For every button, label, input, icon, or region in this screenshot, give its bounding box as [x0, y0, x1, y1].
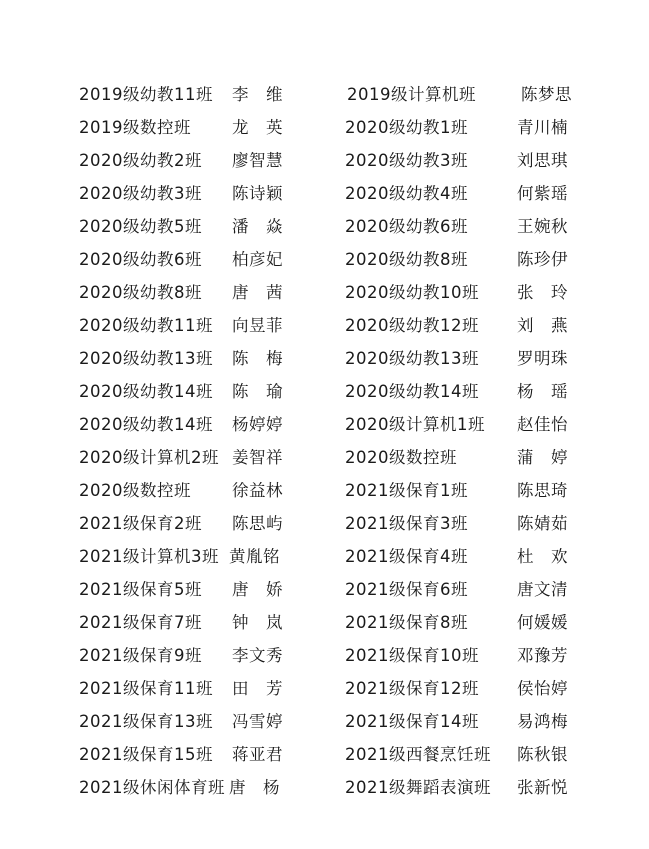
student-name: 陈思屿 — [232, 514, 283, 533]
student-name: 陈珍伊 — [517, 250, 568, 269]
list-row — [0, 540, 649, 573]
class-name: 2021级休闲体育班 — [79, 778, 225, 797]
student-name: 杨 瑶 — [517, 382, 568, 401]
list-row — [0, 474, 649, 507]
class-name: 2021级西餐烹饪班 — [345, 745, 491, 764]
student-name: 冯雪婷 — [232, 712, 283, 731]
student-name: 蒲 婷 — [517, 448, 568, 467]
student-name: 徐益林 — [232, 481, 283, 500]
class-name: 2020级计算机1班 — [345, 415, 485, 434]
class-name: 2020级幼教13班 — [79, 349, 213, 368]
class-name: 2020级幼教5班 — [79, 217, 202, 236]
list-row — [0, 309, 649, 342]
student-name: 唐 杨 — [229, 778, 280, 797]
student-name: 青川楠 — [517, 118, 568, 137]
class-name: 2021级保育7班 — [79, 613, 202, 632]
list-row — [0, 639, 649, 672]
class-name: 2020级数控班 — [79, 481, 191, 500]
class-name: 2020级幼教1班 — [345, 118, 468, 137]
class-name: 2019级幼教11班 — [79, 85, 213, 104]
student-name: 杨婷婷 — [232, 415, 283, 434]
student-name: 何媛媛 — [517, 613, 568, 632]
student-name: 向昱菲 — [232, 316, 283, 335]
student-name: 李 维 — [232, 85, 283, 104]
list-row — [0, 243, 649, 276]
list-row — [0, 78, 649, 111]
class-name: 2020级计算机2班 — [79, 448, 219, 467]
student-name: 邓豫芳 — [517, 646, 568, 665]
list-row — [0, 210, 649, 243]
student-name: 陈 瑜 — [232, 382, 283, 401]
list-row — [0, 672, 649, 705]
class-name: 2020级幼教6班 — [79, 250, 202, 269]
list-row — [0, 738, 649, 771]
class-name: 2020级幼教14班 — [79, 382, 213, 401]
student-name: 罗明珠 — [517, 349, 568, 368]
class-name: 2020级幼教8班 — [345, 250, 468, 269]
list-row — [0, 177, 649, 210]
class-name: 2021级计算机3班 — [79, 547, 219, 566]
class-name: 2020级幼教4班 — [345, 184, 468, 203]
class-name: 2021级保育5班 — [79, 580, 202, 599]
student-name: 陈诗颖 — [232, 184, 283, 203]
class-name: 2019级计算机班 — [347, 85, 476, 104]
student-name: 王婉秋 — [517, 217, 568, 236]
student-name: 侯怡婷 — [517, 679, 568, 698]
student-name: 何紫瑶 — [517, 184, 568, 203]
class-name: 2020级幼教3班 — [345, 151, 468, 170]
list-row — [0, 375, 649, 408]
class-name: 2020级幼教11班 — [79, 316, 213, 335]
student-name: 易鸿梅 — [517, 712, 568, 731]
class-name: 2021级保育6班 — [345, 580, 468, 599]
class-name: 2020级幼教14班 — [79, 415, 213, 434]
class-name: 2020级幼教2班 — [79, 151, 202, 170]
student-name: 刘 燕 — [517, 316, 568, 335]
list-row — [0, 507, 649, 540]
student-name: 杜 欢 — [517, 547, 568, 566]
student-name: 赵佳怡 — [517, 415, 568, 434]
class-name: 2021级保育4班 — [345, 547, 468, 566]
student-name: 龙 英 — [232, 118, 283, 137]
list-row — [0, 771, 649, 804]
student-name: 姜智祥 — [232, 448, 283, 467]
student-name: 唐 娇 — [232, 580, 283, 599]
student-name: 蒋亚君 — [232, 745, 283, 764]
student-name: 刘思琪 — [517, 151, 568, 170]
student-name: 李文秀 — [232, 646, 283, 665]
class-name: 2020级幼教8班 — [79, 283, 202, 302]
class-name: 2021级舞蹈表演班 — [345, 778, 491, 797]
class-name: 2021级保育8班 — [345, 613, 468, 632]
list-row — [0, 606, 649, 639]
class-name: 2020级幼教14班 — [345, 382, 479, 401]
student-name: 张 玲 — [517, 283, 568, 302]
class-name: 2021级保育11班 — [79, 679, 213, 698]
student-name: 柏彦妃 — [232, 250, 283, 269]
student-name: 钟 岚 — [232, 613, 283, 632]
class-name: 2020级幼教3班 — [79, 184, 202, 203]
student-name: 潘 焱 — [232, 217, 283, 236]
student-name: 陈秋银 — [517, 745, 568, 764]
list-row — [0, 144, 649, 177]
student-name: 唐文清 — [517, 580, 568, 599]
student-name: 黄胤铭 — [229, 547, 280, 566]
student-name: 陈思琦 — [517, 481, 568, 500]
class-name: 2021级保育12班 — [345, 679, 479, 698]
student-name: 张新悦 — [517, 778, 568, 797]
class-name: 2019级数控班 — [79, 118, 191, 137]
list-row — [0, 573, 649, 606]
class-name: 2021级保育13班 — [79, 712, 213, 731]
class-name: 2020级幼教6班 — [345, 217, 468, 236]
class-name: 2021级保育3班 — [345, 514, 468, 533]
class-name: 2020级数控班 — [345, 448, 457, 467]
class-name: 2021级保育9班 — [79, 646, 202, 665]
class-name: 2021级保育1班 — [345, 481, 468, 500]
student-name: 陈梦思 — [521, 85, 572, 104]
student-name: 陈婧茹 — [517, 514, 568, 533]
class-name: 2021级保育15班 — [79, 745, 213, 764]
list-row — [0, 705, 649, 738]
class-name: 2021级保育14班 — [345, 712, 479, 731]
class-name: 2020级幼教12班 — [345, 316, 479, 335]
list-row — [0, 276, 649, 309]
class-name: 2021级保育2班 — [79, 514, 202, 533]
student-name: 田 芳 — [232, 679, 283, 698]
list-row — [0, 111, 649, 144]
list-row — [0, 441, 649, 474]
list-row — [0, 408, 649, 441]
student-name: 廖智慧 — [232, 151, 283, 170]
list-row — [0, 342, 649, 375]
class-name: 2020级幼教10班 — [345, 283, 479, 302]
class-name: 2021级保育10班 — [345, 646, 479, 665]
class-name: 2020级幼教13班 — [345, 349, 479, 368]
student-name: 陈 梅 — [232, 349, 283, 368]
student-name: 唐 茜 — [232, 283, 283, 302]
